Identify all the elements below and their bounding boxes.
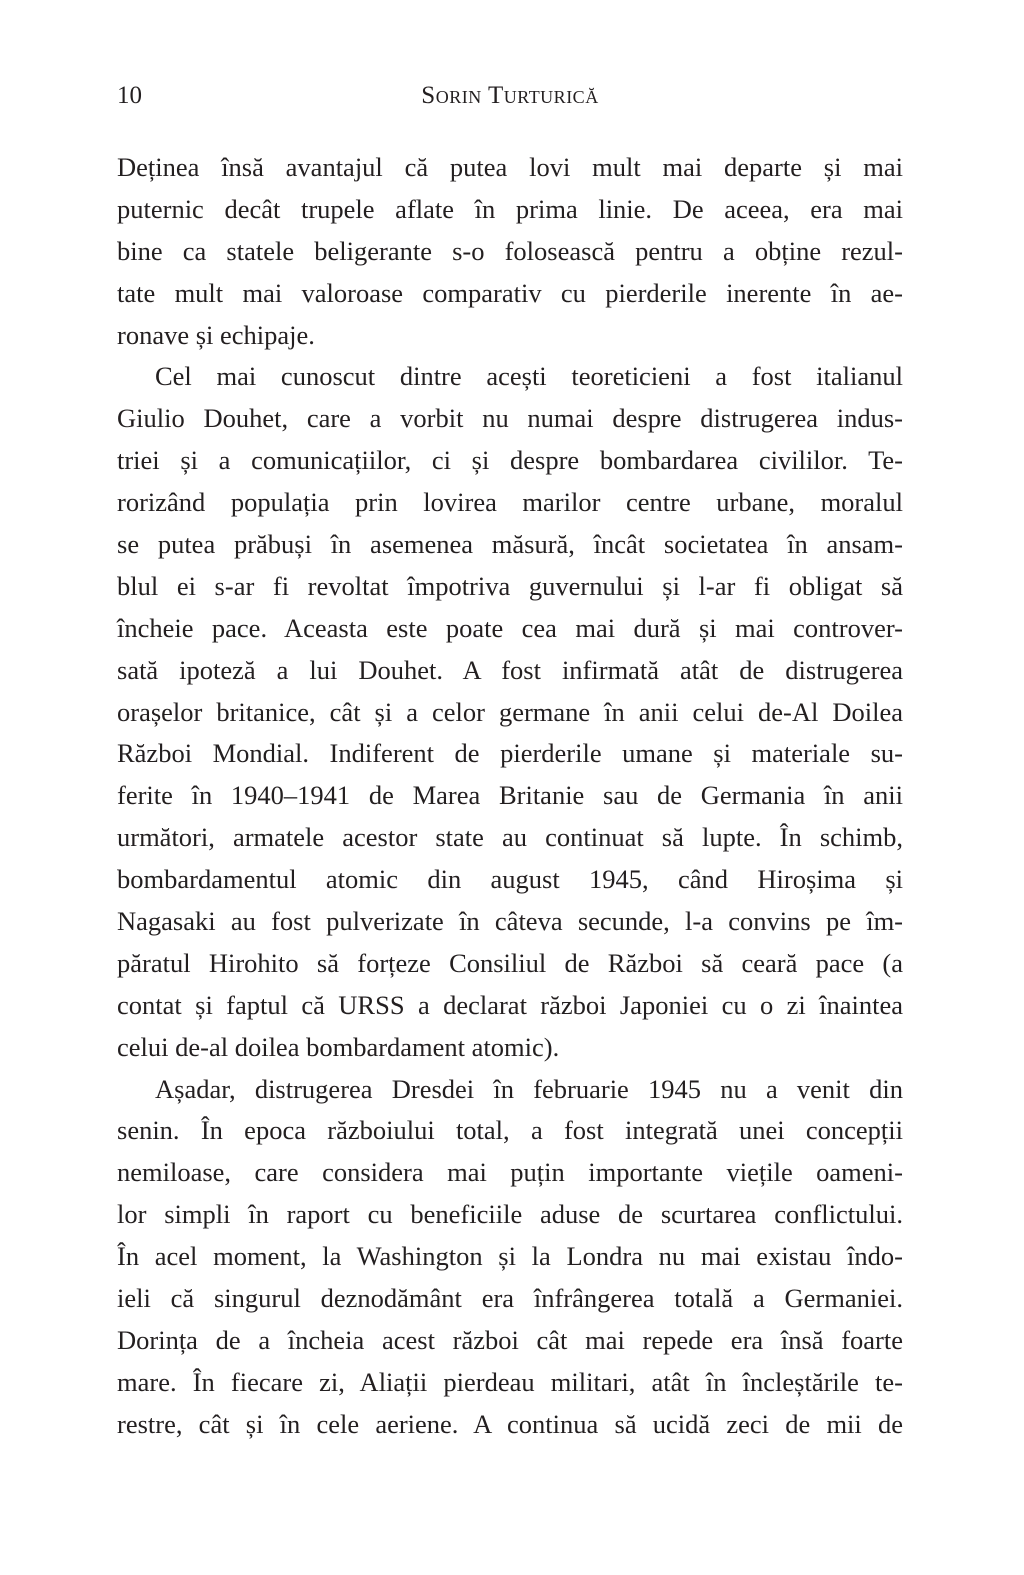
text-line: Deținea însă avantajul că putea lovi mult mai departe și mai — [117, 152, 903, 182]
text-line: Dorința de a încheia acest război cât mai repede era însă foarte — [117, 1324, 903, 1355]
text-line: În acel moment, la Washington și la Londra nu mai existau îndo- — [117, 1241, 903, 1272]
text-line: bine ca statele beligerante s-o folosească pentru a obține rezul- — [117, 235, 903, 266]
text-line: încheie pace. Aceasta este poate cea mai dură și mai controver- — [117, 612, 903, 643]
text-line: tate mult mai valoroase comparativ cu pierderile inerente în ae- — [117, 277, 903, 308]
text-line: triei și a comunicațiilor, ci și despre bombardarea civililor. Te- — [117, 445, 903, 476]
text-line: contat și faptul că URSS a declarat război Japoniei cu o zi înaintea — [117, 989, 903, 1020]
paragraph — [117, 356, 903, 1068]
paragraph — [117, 147, 903, 356]
text-line: Cel mai cunoscut dintre acești teoreticieni a fost italianul — [155, 361, 903, 392]
text-line: rorizând populația prin lovirea marilor centre urbane, moralul — [117, 487, 903, 518]
text-line: ronave și echipaje. — [117, 319, 315, 350]
text-line: mare. În fiecare zi, Aliații pierdeau militari, atât în încleștările te- — [117, 1366, 903, 1397]
text-line: orașelor britanice, cât și a celor germane în anii celui de-Al Doilea — [117, 696, 903, 727]
text-line: blul ei s-ar fi revoltat împotriva guvernului și l-ar fi obligat să — [117, 570, 903, 601]
running-head-author: Sorin Turturică — [421, 82, 599, 109]
text-line: sată ipoteză a lui Douhet. A fost infirmată atât de distrugerea — [117, 654, 903, 685]
running-head — [117, 82, 903, 122]
text-line: Giulio Douhet, care a vorbit nu numai despre distrugerea indus- — [117, 403, 903, 434]
text-line: ieli că singurul deznodământ era înfrângerea totală a Germaniei. — [117, 1283, 903, 1314]
text-line: păratul Hirohito să forțeze Consiliul de Război să ceară pace (a — [117, 947, 903, 978]
text-line: următori, armatele acestor state au continuat să lupte. În schimb, — [117, 822, 903, 853]
text-line: senin. În epoca războiului total, a fost integrată unei concepții — [117, 1115, 903, 1146]
text-line: lor simpli în raport cu beneficiile aduse de scurtarea conflictului. — [117, 1199, 903, 1230]
text-line: Război Mondial. Indiferent de pierderile umane și materiale su- — [117, 738, 903, 769]
text-line: se putea prăbuși în asemenea măsură, încât societatea în ansam- — [117, 529, 903, 560]
text-line: nemiloase, care considera mai puțin importante viețile oameni- — [117, 1157, 903, 1188]
text-line: puternic decât trupele aflate în prima linie. De aceea, era mai — [117, 193, 903, 224]
text-line: Așadar, distrugerea Dresdei în februarie 1945 nu a venit din — [155, 1073, 903, 1104]
text-line: Nagasaki au fost pulverizate în câteva secunde, l-a convins pe îm- — [117, 906, 903, 937]
page-number: 10 — [117, 82, 142, 109]
text-line: ferite în 1940–1941 de Marea Britanie sau de Germania în anii — [117, 780, 903, 811]
body-text — [117, 147, 903, 1446]
paragraph — [117, 1069, 903, 1446]
text-line: celui de-al doilea bombardament atomic). — [117, 1031, 560, 1062]
text-line: restre, cât și în cele aeriene. A continua să ucidă zeci de mii de — [117, 1408, 903, 1439]
text-line: bombardamentul atomic din august 1945, când Hiroșima și — [117, 864, 903, 895]
